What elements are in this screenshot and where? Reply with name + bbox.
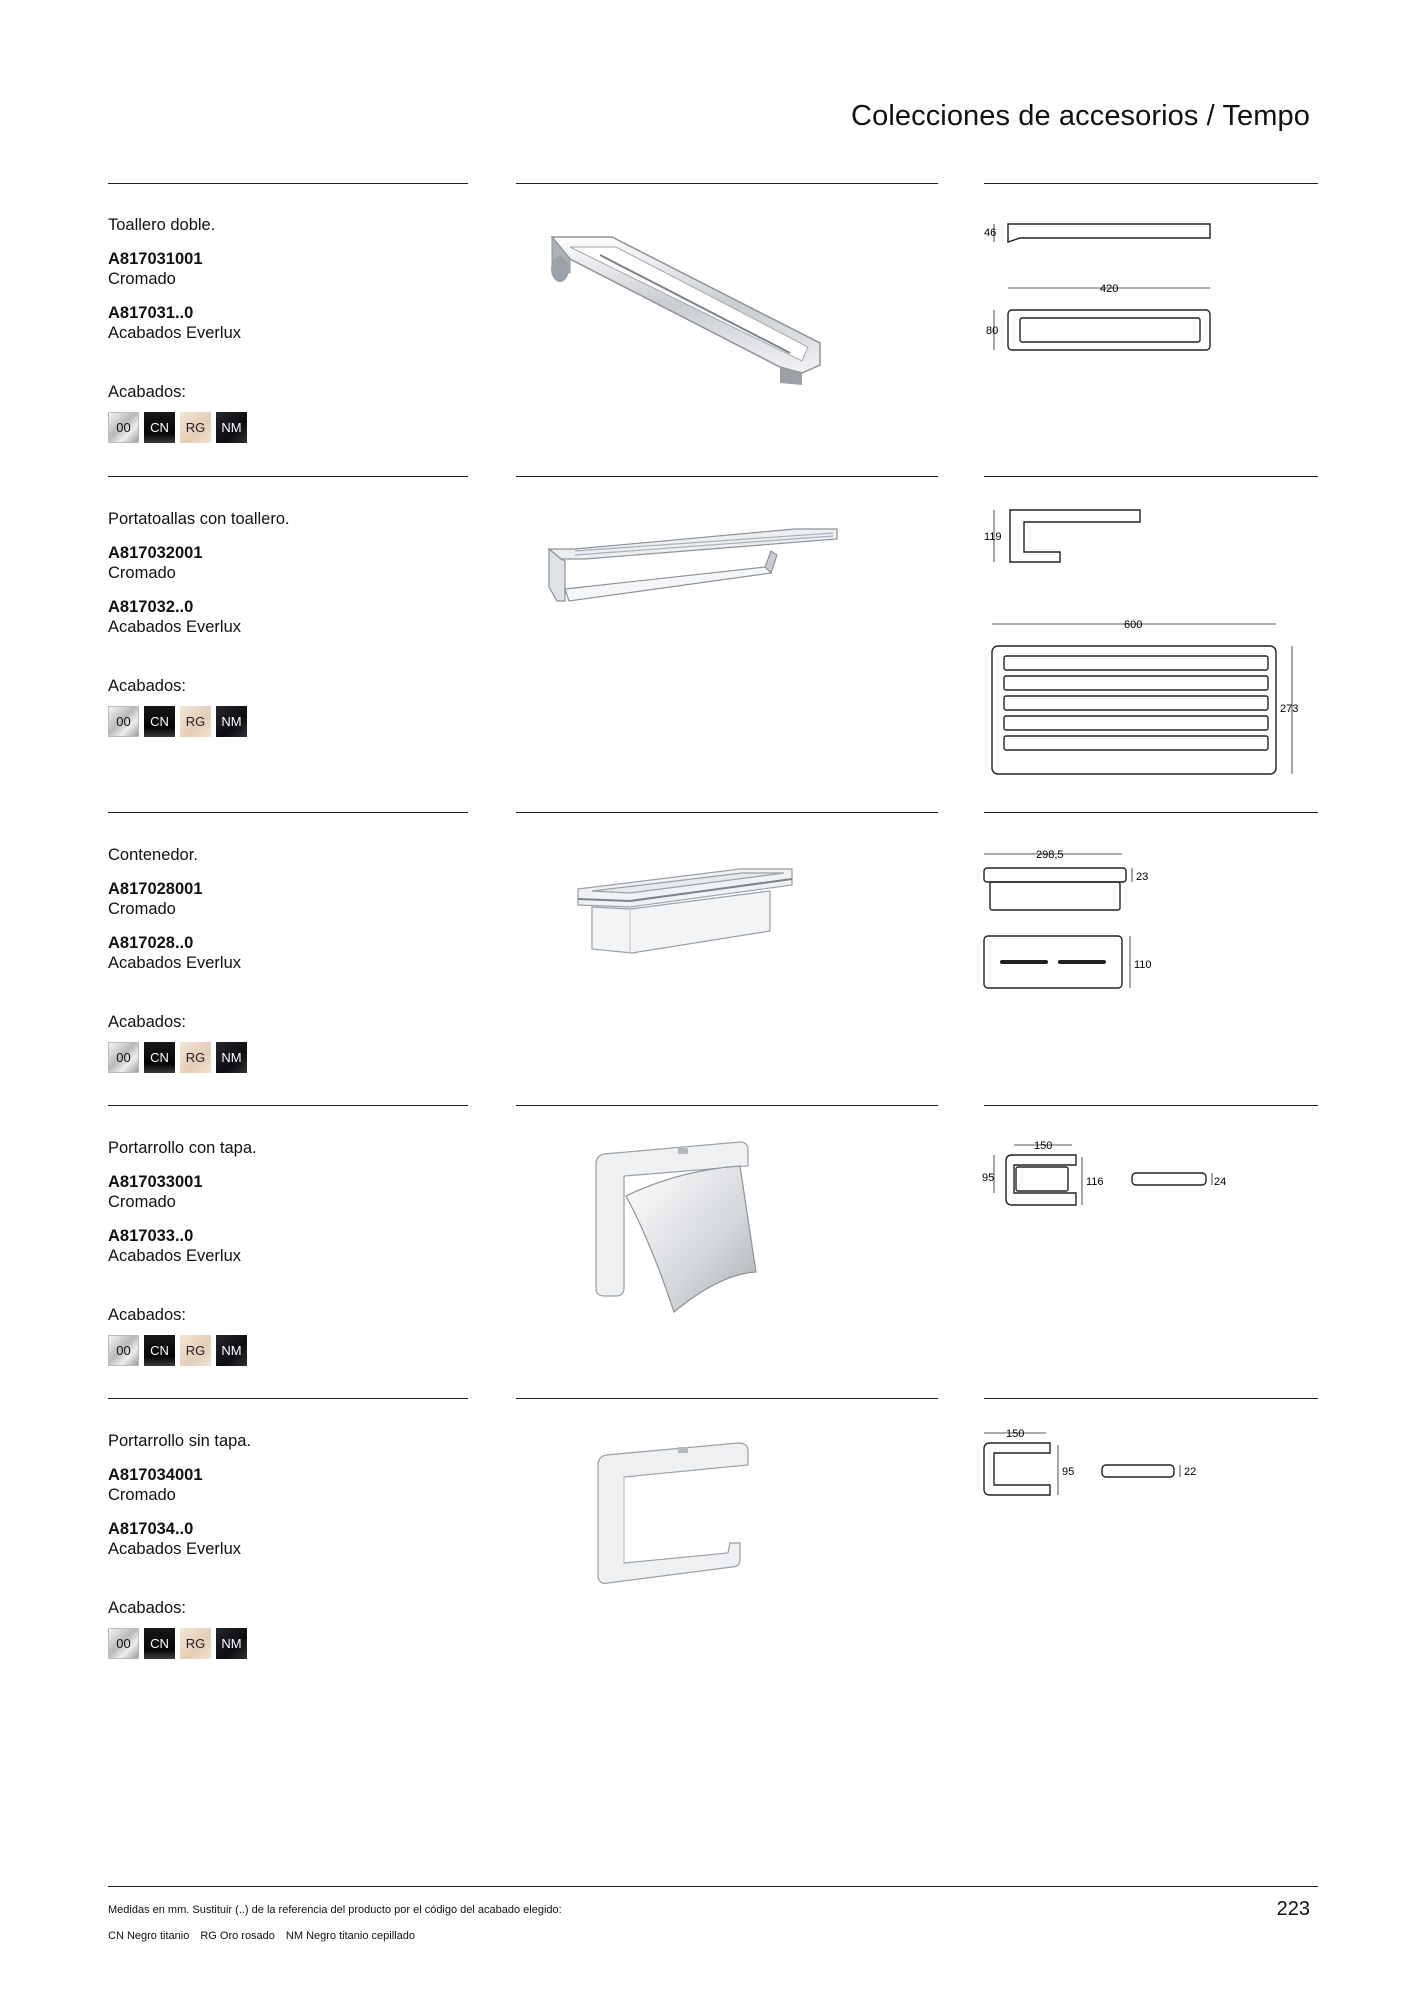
- product-info: [108, 1432, 468, 1659]
- dimension-label: 420: [1100, 283, 1119, 295]
- technical-drawing: [980, 212, 1240, 362]
- finishes-label: Acabados:: [108, 1599, 186, 1617]
- finish-swatches: [108, 1628, 468, 1659]
- finish-swatch-brushed-black-titanium: NM: [216, 412, 247, 443]
- section-divider: [984, 1105, 1318, 1106]
- dimension-label: 24: [1214, 1176, 1227, 1188]
- product-name: Portarrollo sin tapa.: [108, 1432, 252, 1450]
- finishes-label: Acabados:: [108, 1306, 186, 1324]
- footer-divider: [108, 1886, 1318, 1887]
- dimension-label: 80: [986, 325, 999, 337]
- section-divider: [516, 1105, 938, 1106]
- page-number: 223: [1276, 1898, 1310, 1920]
- finish-swatch-rose-gold: RG: [180, 1628, 211, 1659]
- finish-name: Cromado: [108, 564, 176, 582]
- product-info: [108, 216, 468, 443]
- product-name: Contenedor.: [108, 846, 198, 864]
- finishes-label: Acabados:: [108, 677, 186, 695]
- page-title: Colecciones de accesorios / Tempo: [851, 100, 1310, 132]
- technical-drawing: [980, 500, 1310, 790]
- dimension-label: 150: [1006, 1428, 1025, 1440]
- finish-swatch-black-titanium: CN: [144, 1628, 175, 1659]
- section-divider: [108, 1398, 468, 1399]
- dimension-label: 46: [984, 227, 997, 239]
- product-code-everlux: A817032..0: [108, 598, 194, 616]
- finish-name: Cromado: [108, 1486, 176, 1504]
- finish-swatch-brushed-black-titanium: NM: [216, 1628, 247, 1659]
- legend-item: RG Oro rosado: [200, 1930, 275, 1942]
- footer-note: Medidas en mm. Sustituir (..) de la referencia del producto por el código del acabado elegido:: [108, 1904, 562, 1916]
- finish-swatch-rose-gold: RG: [180, 1042, 211, 1073]
- section-divider: [984, 812, 1318, 813]
- finish-swatch-brushed-black-titanium: NM: [216, 1335, 247, 1366]
- product-code-everlux: A817034..0: [108, 1520, 194, 1538]
- finish-name: Acabados Everlux: [108, 954, 241, 972]
- finish-swatches: [108, 1042, 468, 1073]
- finish-swatches: [108, 412, 468, 443]
- product-name: Portatoallas con toallero.: [108, 510, 290, 528]
- legend-item: NM Negro titanio cepillado: [285, 1930, 415, 1942]
- finish-swatch-black-titanium: CN: [144, 412, 175, 443]
- finish-swatches: [108, 1335, 468, 1366]
- dimension-label: 298,5: [1036, 849, 1064, 861]
- product-code-everlux: A817031..0: [108, 304, 194, 322]
- finish-swatch-chrome: 00: [108, 1628, 139, 1659]
- finishes-label: Acabados:: [108, 383, 186, 401]
- finishes-label: Acabados:: [108, 1013, 186, 1031]
- dimension-label: 95: [982, 1172, 995, 1184]
- product-info: [108, 846, 468, 1073]
- dimension-label: 95: [1062, 1466, 1075, 1478]
- footer-legend: [108, 1930, 415, 1942]
- product-code-chrome: A817034001: [108, 1466, 203, 1484]
- dimension-label: 110: [1134, 959, 1152, 971]
- product-code-chrome: A817031001: [108, 250, 203, 268]
- finish-name: Cromado: [108, 900, 176, 918]
- finish-swatch-chrome: 00: [108, 412, 139, 443]
- product-code-chrome: A817032001: [108, 544, 203, 562]
- product-photo-container: [570, 855, 810, 975]
- product-code-everlux: A817028..0: [108, 934, 194, 952]
- product-photo-toilet-roll-holder-with-cover: [590, 1140, 770, 1320]
- finish-name: Acabados Everlux: [108, 618, 241, 636]
- product-photo-toilet-roll-holder-without-cover: [590, 1435, 770, 1595]
- dimension-label: 116: [1086, 1176, 1104, 1188]
- dimension-label: 22: [1184, 1466, 1197, 1478]
- section-divider: [108, 812, 468, 813]
- finish-name: Acabados Everlux: [108, 1540, 241, 1558]
- finish-swatch-black-titanium: CN: [144, 1335, 175, 1366]
- technical-drawing: [980, 840, 1180, 1000]
- finish-name: Acabados Everlux: [108, 1247, 241, 1265]
- dimension-label: 150: [1034, 1140, 1053, 1152]
- dimension-label: 23: [1136, 871, 1149, 883]
- dimension-label: 273: [1280, 703, 1299, 715]
- finish-name: Cromado: [108, 1193, 176, 1211]
- dimension-label: 119: [984, 531, 1002, 543]
- section-divider: [516, 183, 938, 184]
- finish-swatch-black-titanium: CN: [144, 1042, 175, 1073]
- product-photo-towel-shelf: [545, 515, 845, 615]
- finish-swatches: [108, 706, 468, 737]
- section-divider: [984, 1398, 1318, 1399]
- finish-swatch-rose-gold: RG: [180, 1335, 211, 1366]
- product-name: Toallero doble.: [108, 216, 216, 234]
- product-info: [108, 1139, 468, 1366]
- section-divider: [516, 812, 938, 813]
- finish-swatch-brushed-black-titanium: NM: [216, 1042, 247, 1073]
- product-info: [108, 510, 468, 737]
- section-divider: [108, 1105, 468, 1106]
- finish-name: Cromado: [108, 270, 176, 288]
- section-divider: [984, 183, 1318, 184]
- finish-swatch-chrome: 00: [108, 1042, 139, 1073]
- product-code-chrome: A817028001: [108, 880, 203, 898]
- product-photo-double-towel-bar: [540, 225, 840, 385]
- technical-drawing: [980, 1135, 1240, 1225]
- section-divider: [108, 476, 468, 477]
- section-divider: [984, 476, 1318, 477]
- section-divider: [516, 476, 938, 477]
- finish-swatch-rose-gold: RG: [180, 706, 211, 737]
- finish-swatch-rose-gold: RG: [180, 412, 211, 443]
- product-code-everlux: A817033..0: [108, 1227, 194, 1245]
- section-divider: [108, 183, 468, 184]
- legend-item: CN Negro titanio: [108, 1930, 190, 1942]
- product-name: Portarrollo con tapa.: [108, 1139, 257, 1157]
- dimension-label: 600: [1124, 619, 1143, 631]
- finish-name: Acabados Everlux: [108, 324, 241, 342]
- product-code-chrome: A817033001: [108, 1173, 203, 1191]
- section-divider: [516, 1398, 938, 1399]
- technical-drawing: [980, 1425, 1220, 1505]
- finish-swatch-black-titanium: CN: [144, 706, 175, 737]
- finish-swatch-chrome: 00: [108, 706, 139, 737]
- finish-swatch-chrome: 00: [108, 1335, 139, 1366]
- finish-swatch-brushed-black-titanium: NM: [216, 706, 247, 737]
